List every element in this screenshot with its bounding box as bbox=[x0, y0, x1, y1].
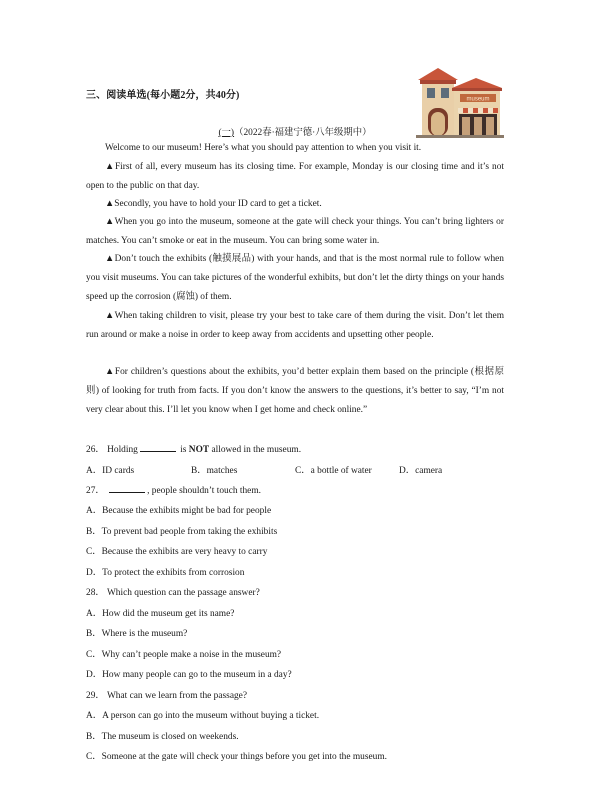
section-heading: 三、阅读单选(每小题2分，共40分) bbox=[86, 90, 240, 101]
option[interactable]: C．a bottle of water bbox=[295, 466, 372, 476]
question-28: 28． Which question can the passage answer? bbox=[86, 588, 260, 598]
question-29: 29． What can we learn from the passage? bbox=[86, 691, 247, 701]
option[interactable]: A．ID cards bbox=[86, 466, 135, 476]
question-26: 26． Holding is NOT allowed in the museum. bbox=[86, 441, 301, 455]
passage-paragraph: ▲For children’s questions about the exhibits, you’d better explain them based on the principle (根据原则) of looking for truth from facts. If you don’t know the answers to the questions, it’s better to say, “I’m not very clear about this. I’ll let you know when I get home and check online.” bbox=[86, 367, 504, 415]
passage-paragraph: ▲Secondly, you have to hold your ID card to get a ticket. bbox=[105, 199, 322, 209]
option[interactable]: D．How many people can go to the museum in a day? bbox=[86, 670, 292, 680]
passage-number: (一) bbox=[218, 128, 235, 138]
passage-source bbox=[0, 124, 590, 138]
passage-paragraph: ▲When you go into the museum, someone at the gate will check your things. You can’t bring lighters or matches. You can’t smoke or eat in the museum. You can bring some water in. bbox=[86, 217, 504, 246]
passage-source-text: （2022春·福建宁德·八年级期中） bbox=[234, 128, 372, 138]
option[interactable]: D．camera bbox=[399, 466, 443, 476]
passage-paragraph: ▲Don’t touch the exhibits (触摸展品) with your hands, and that is the most normal rule to follow when you visit museums. You can take pictures of the wonderful exhibits, but don’t let the dirty things on your hands speed up the corrosion (腐蚀) of them. bbox=[86, 254, 504, 302]
option[interactable]: B．To prevent bad people from taking the exhibits bbox=[86, 527, 278, 537]
option[interactable]: C．Why can’t people make a noise in the museum? bbox=[86, 650, 282, 660]
option[interactable]: B．The museum is closed on weekends. bbox=[86, 732, 239, 742]
passage-paragraph: ▲When taking children to visit, please try your best to take care of them during the visit. Don’t let them run around or make a noise in order to keep away from accidents and upsetting other people. bbox=[86, 311, 504, 340]
museum-sign: museum bbox=[466, 96, 490, 103]
option[interactable]: A．How did the museum get its name? bbox=[86, 609, 235, 619]
option[interactable]: C．Someone at the gate will check your things before you get into the museum. bbox=[86, 752, 387, 762]
passage-paragraph: ▲First of all, every museum has its closing time. For example, Monday is our closing time and it’s not open to the public on that day. bbox=[86, 162, 504, 191]
option[interactable]: A．Because the exhibits might be bad for people bbox=[86, 506, 272, 516]
option[interactable]: A．A person can go into the museum without buying a ticket. bbox=[86, 711, 320, 721]
answer-blank bbox=[140, 442, 176, 452]
passage-paragraph: Welcome to our museum! Here’s what you should pay attention to when you visit it. bbox=[105, 143, 422, 153]
answer-blank bbox=[109, 483, 145, 493]
option[interactable]: D．To protect the exhibits from corrosion bbox=[86, 568, 245, 578]
option[interactable]: B．matches bbox=[191, 466, 238, 476]
question-27: 27． , people shouldn’t touch them. bbox=[86, 482, 261, 496]
option[interactable]: B．Where is the museum? bbox=[86, 629, 188, 639]
option[interactable]: C．Because the exhibits are very heavy to carry bbox=[86, 547, 268, 557]
